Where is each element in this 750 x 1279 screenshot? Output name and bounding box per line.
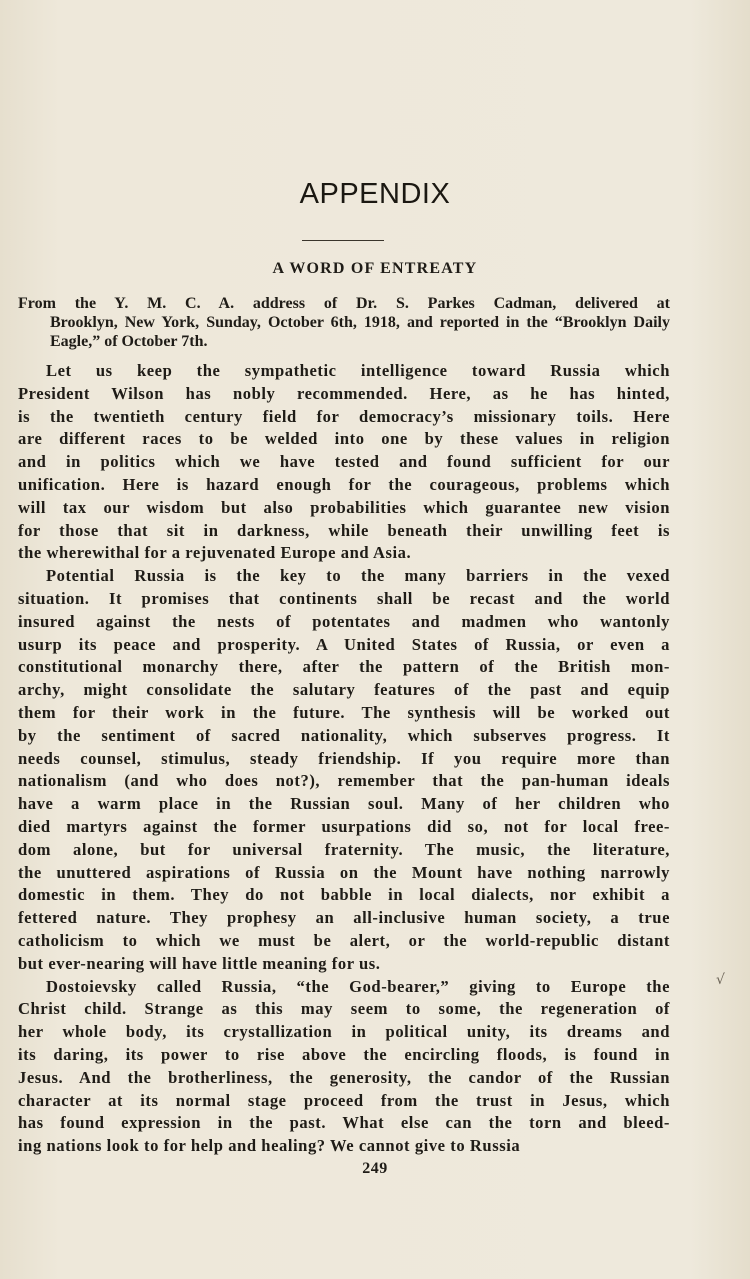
body-line: has found expression in the past. What else can the torn and bleed- bbox=[18, 1113, 670, 1133]
body-line: is the twentieth century field for democracy’s missionary toils. Here bbox=[18, 406, 670, 426]
body-line: insured against the nests of potentates and madmen who wantonly bbox=[18, 611, 670, 631]
body-text bbox=[18, 360, 670, 1158]
body-line: ing nations look to for help and healing? We cannot give to Russia bbox=[18, 1136, 521, 1156]
body-line: constitutional monarchy there, after the pattern of the British mon- bbox=[18, 657, 670, 677]
body-line: Potential Russia is the key to the many barriers in the vexed bbox=[46, 566, 670, 586]
appendix-title: APPENDIX bbox=[299, 178, 451, 210]
source-note-first-line: From the Y. M. C. A. address of Dr. S. Parkes Cadman, delivered at bbox=[18, 295, 670, 312]
body-line: by the sentiment of sacred nationality, which subserves progress. It bbox=[18, 725, 670, 745]
body-line: its daring, its power to rise above the encircling floods, is found in bbox=[18, 1044, 670, 1064]
body-line: the wherewithal for a rejuvenated Europe and Asia. bbox=[18, 543, 412, 563]
body-line: are different races to be welded into one by these values in religion bbox=[18, 429, 670, 449]
margin-check-mark: √ bbox=[716, 972, 725, 988]
body-line: for those that sit in darkness, while beneath their unwilling feet is bbox=[18, 520, 670, 540]
body-line: died martyrs against the former usurpations did so, not for local free- bbox=[18, 816, 670, 836]
body-line: usurp its peace and prosperity. A United States of Russia, or even a bbox=[18, 634, 670, 654]
body-line: domestic in them. They do not babble in local dialects, nor exhibit a bbox=[18, 885, 670, 905]
body-line: catholicism to which we must be alert, or the world-republic distant bbox=[18, 930, 670, 950]
body-line: will tax our wisdom but also probabilities which guarantee new vision bbox=[18, 497, 670, 517]
body-line: Christ child. Strange as this may seem to some, the regeneration of bbox=[18, 999, 670, 1019]
body-line: needs counsel, stimulus, steady friendship. If you require more than bbox=[18, 748, 670, 768]
page-number: 249 bbox=[362, 1160, 388, 1177]
body-line: and in politics which we have tested and found sufficient for our bbox=[18, 452, 670, 472]
body-line: them for their work in the future. The synthesis will be worked out bbox=[18, 702, 670, 722]
body-line: archy, might consolidate the salutary features of the past and equip bbox=[18, 680, 670, 700]
body-line: but ever-nearing will have little meaning for us. bbox=[18, 953, 381, 973]
body-line: unification. Here is hazard enough for the courageous, problems which bbox=[18, 474, 670, 494]
body-line: Jesus. And the brotherliness, the generosity, the candor of the Russian bbox=[18, 1067, 670, 1087]
body-line: President Wilson has nobly recommended. Here, as he has hinted, bbox=[18, 383, 670, 403]
body-line: fettered nature. They prophesy an all-inclusive human society, a true bbox=[18, 908, 670, 928]
body-line: nationalism (and who does not?), remember that the pan-human ideals bbox=[18, 771, 670, 791]
body-line: Dostoievsky called Russia, “the God-bearer,” giving to Europe the bbox=[46, 976, 670, 996]
body-line: the unuttered aspirations of Russia on the Mount have nothing narrowly bbox=[18, 862, 670, 882]
body-line: have a warm place in the Russian soul. Many of her children who bbox=[18, 794, 670, 814]
section-subtitle: A WORD OF ENTREATY bbox=[272, 260, 478, 277]
body-line: situation. It promises that continents shall be recast and the world bbox=[18, 588, 670, 608]
source-note bbox=[18, 294, 670, 351]
title-rule bbox=[302, 240, 384, 241]
body-line: dom alone, but for universal fraternity. The music, the literature, bbox=[18, 839, 670, 859]
body-line: her whole body, its crystallization in political unity, its dreams and bbox=[18, 1022, 670, 1042]
source-note-rest: Brooklyn, New York, Sunday, October 6th, 1918, and reported in the “Brooklyn Daily Eagle,” of October 7th. bbox=[50, 314, 670, 350]
body-line: character at its normal stage proceed from the trust in Jesus, which bbox=[18, 1090, 670, 1110]
body-line: Let us keep the sympathetic intelligence toward Russia which bbox=[46, 361, 670, 380]
